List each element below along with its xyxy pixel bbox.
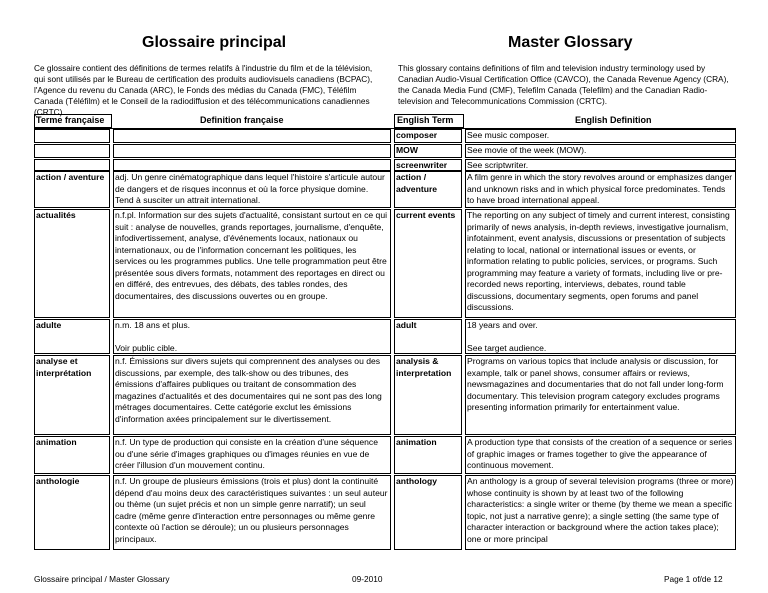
- footer-left: Glossaire principal / Master Glossary: [34, 574, 170, 584]
- def-fr-cell: n.m. 18 ans et plus. Voir public cible.: [115, 320, 190, 353]
- def-en-cell: Programs on various topics that include analysis or discussion, for example, talk or panel shows, consumer affairs or reviews, newsmagazines and documentaries that do not fall under long-form documentary. This television program category excludes programs presenting information primarily for entertainment value.: [467, 356, 724, 412]
- title-english: Master Glossary: [508, 34, 633, 51]
- cell-border: [113, 129, 391, 143]
- def-en-cell: A film genre in which the story revolves around or emphasizes danger and unknown risks and in which physical force predominates. Tends to have broad international appeal.: [467, 172, 733, 205]
- footer-center: 09-2010: [352, 574, 383, 584]
- term-en-cell: adult: [396, 320, 417, 330]
- def-en-cell: 18 years and over. See target audience.: [467, 320, 547, 353]
- def-en-cell: A production type that consists of the creation of a sequence or series of graphic images or frames together to give the appearance of continuous movement.: [467, 437, 733, 470]
- cell-border: [113, 144, 391, 158]
- title-french: Glossaire principal: [142, 34, 287, 51]
- header-def-en: English Definition: [575, 115, 652, 125]
- def-en-cell: An anthology is a group of several television programs (three or more) whose continuity is shown by at least two of the following characteristics: a single writer or theme (by theme we mean a specific topic, not just a narrative genre); a single setting (the same type of character interaction or background where the action takes place); one or more principal: [467, 476, 734, 544]
- def-fr-cell: n.f. Un type de production qui consiste en la création d'une séquence ou d'une série d'images graphiques ou d'images réunies en vue de créer l'illusion d'un mouvement continu.: [115, 437, 378, 470]
- term-en-cell: action / adventure: [396, 172, 438, 194]
- cell-border: [34, 159, 110, 171]
- def-en-cell: See movie of the week (MOW).: [467, 145, 587, 155]
- term-fr-cell: animation: [36, 437, 77, 447]
- term-fr-cell: adulte: [36, 320, 62, 330]
- def-fr-cell: n.f. Un groupe de plusieurs émissions (trois et plus) dont la continuité dépend d'au moins deux des caractéristiques suivantes : un seul auteur ou thème (un sujet précis et non un simple genre narratif); un seul cadre (même genre d'interaction entre personnages ou même genre contexte où l'action se déroule); un ou plusieurs personnages principaux.: [115, 476, 388, 544]
- def-en-cell: See music composer.: [467, 130, 550, 140]
- header-term-fr: Terme française: [36, 115, 105, 125]
- def-en-cell: The reporting on any subject of timely and current interest, consisting primarily of news analysis, in-depth reviews, investigative journalism, infotainment, event analysis, discussions or presentation of subjects relating to local, national or international issues or events, or information relating to public policies, services, or programs. Such programming may feature a variety of formats, including live or pre-recorded news reporting, interviews, debates, round table discussions, documentary segments, open forums and panel discussions.: [467, 210, 730, 312]
- header-term-en: English Term: [397, 115, 454, 125]
- def-fr-cell: n.f. Émissions sur divers sujets qui comprennent des analyses ou des discussions, par exemple, des talk-show ou des tribunes, des émissions d'affaires publiques ou traitant de consommation des magazines d'actualités et des documentaires qui ne sont pas des long métrages documentaires. Cette catégorie exclut les émissions d'information axées principalement sur le divertissement.: [115, 356, 382, 424]
- footer-right: Page 1 of/de 12: [664, 574, 723, 584]
- cell-border: [34, 209, 110, 318]
- term-fr-cell: analyse et interprétation: [36, 356, 92, 378]
- term-fr-cell: actualités: [36, 210, 76, 220]
- cell-border: [394, 209, 462, 318]
- term-en-cell: analysis & interpretation: [396, 356, 452, 378]
- term-en-cell: anthology: [396, 476, 438, 486]
- term-en-cell: current events: [396, 210, 456, 220]
- term-fr-cell: anthologie: [36, 476, 80, 486]
- intro-french: Ce glossaire contient des définitions de termes relatifs à l'industrie du film et de la télévision, qui sont utilisés par le Bureau de certification des produits audiovisuels canadiens (BCPAC), l'Agence du revenu du Canada (ARC), le Fonds des médias du Canada (FMC), Téléfilm Canada (Téléfilm) et le Conseil de la radiodiffusion et des télécommunications canadiennes (CRTC).: [34, 63, 373, 117]
- intro-english: This glossary contains definitions of film and television industry terminology used by Canadian Audio-Visual Certification Office (CAVCO), the Canada Revenue Agency (CRA), the Canada Media Fund (CMF), Telefilm Canada (Telefilm) and the Canadian Radio-television and Telecommunications Commission (CRTC).: [398, 63, 729, 106]
- term-fr-cell: action / aventure: [36, 172, 105, 182]
- def-fr-cell: n.f.pl. Information sur des sujets d'actualité, consistant surtout en ce qui suit : analyse de nouvelles, grands reportages, journalisme, d'enquête, infodivertissement, analyse, d'événements locaux, nationaux ou internationaux, ou de l'information concernant les politiques, les services ou les programmes publics. Une telle programmation peut être présentée sous divers formats, notamment des reportages en direct ou en différé, des entrevues, des débats, des tables rondes, des documentaires, des discussions ouvertes ou en groupe.: [115, 210, 388, 301]
- cell-border: [34, 129, 110, 143]
- def-fr-cell: adj. Un genre cinématographique dans lequel l'histoire s'articule autour de dangers et de risques inconnus et où la force physique domine. Tend à susciter un attrait international.: [115, 172, 385, 205]
- def-en-cell: See scriptwriter.: [467, 160, 529, 170]
- cell-border: [113, 159, 391, 171]
- cell-border: [34, 144, 110, 158]
- term-en-cell: screenwriter: [396, 160, 448, 170]
- term-en-cell: animation: [396, 437, 437, 447]
- header-def-fr: Definition française: [200, 115, 284, 125]
- term-en-cell: MOW: [396, 145, 418, 155]
- term-en-cell: composer: [396, 130, 438, 140]
